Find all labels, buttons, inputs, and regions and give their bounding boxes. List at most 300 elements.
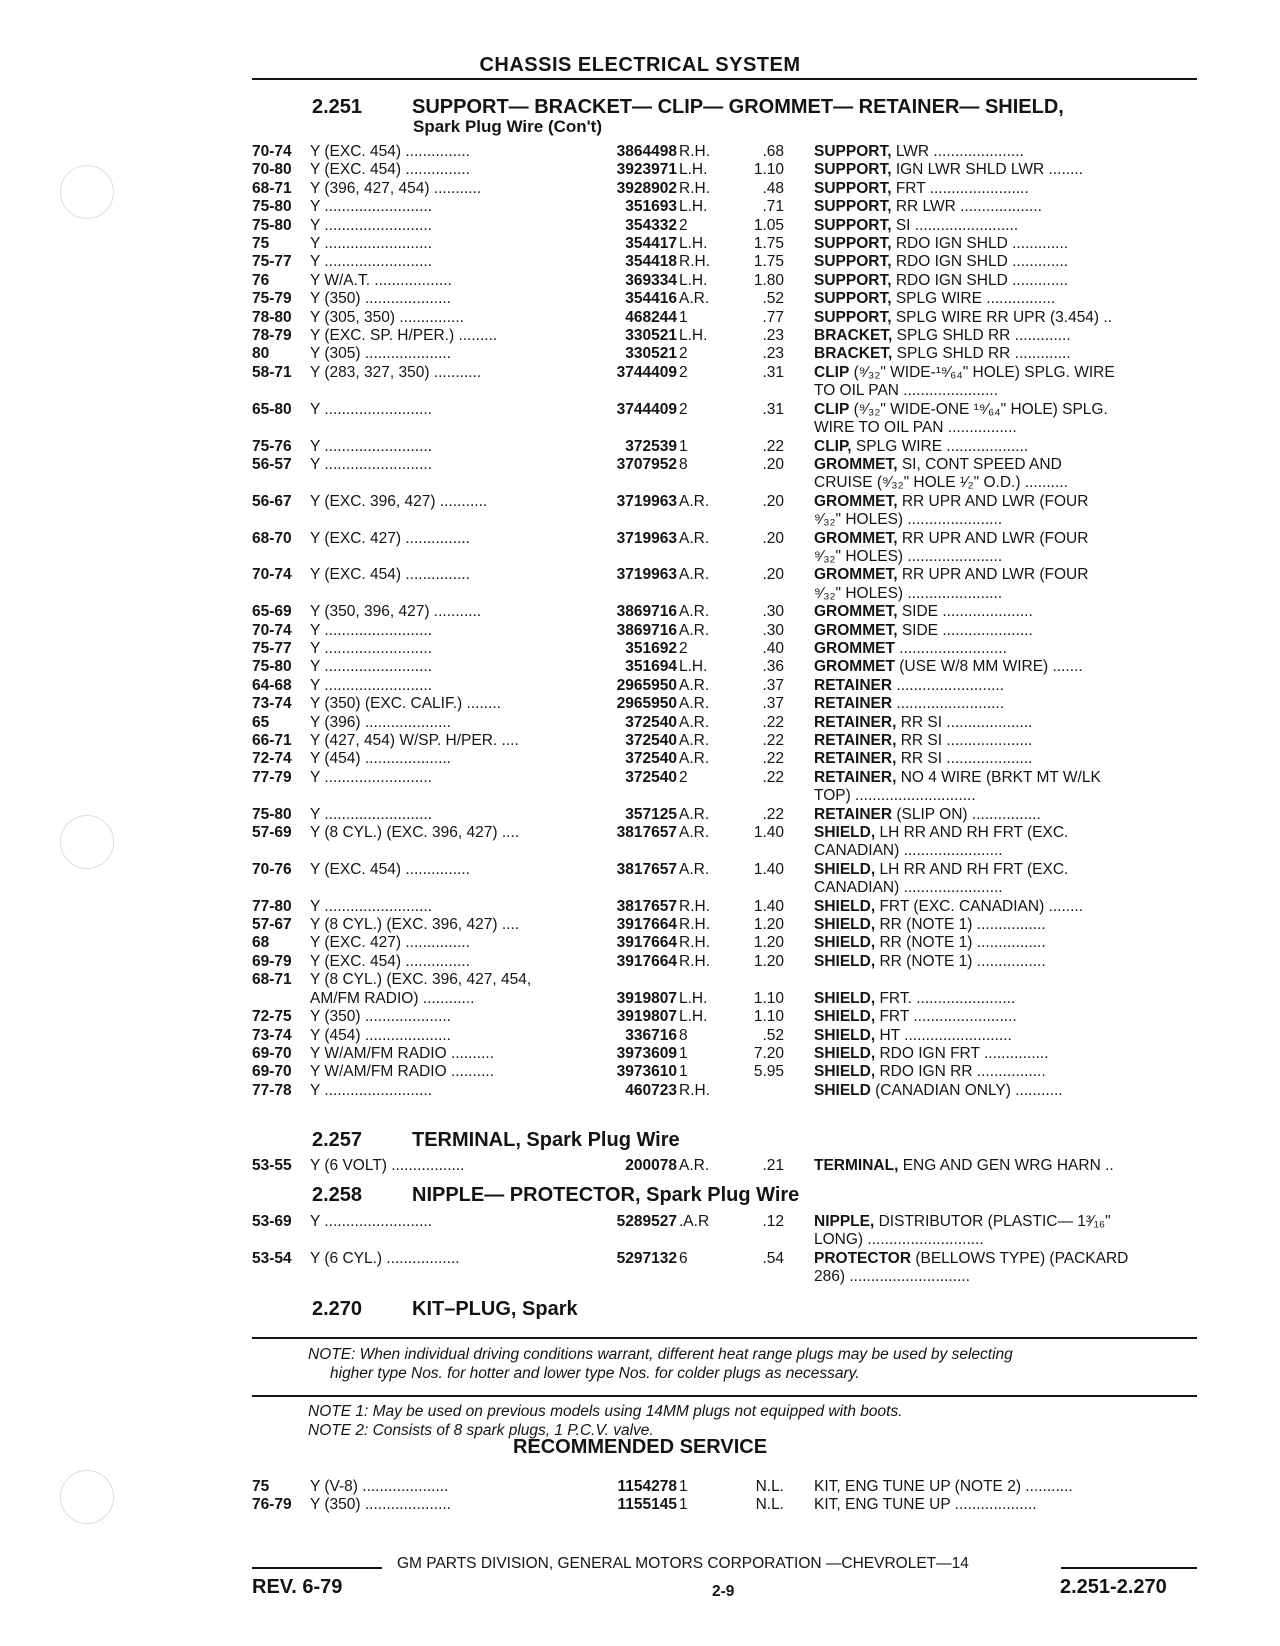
part-number: 372539 — [625, 437, 677, 455]
part-number: 3719963 — [616, 492, 677, 510]
quantity: A.R. — [679, 824, 710, 842]
model-years: 53-55 — [252, 1157, 292, 1174]
description-keyword: NIPPLE, — [814, 1213, 875, 1230]
description-text: RR UPR AND LWR (FOUR — [897, 529, 1089, 547]
part-number: 354332 — [625, 216, 677, 234]
part-number — [580, 382, 677, 400]
description — [784, 1157, 1192, 1175]
quantity: R.H. — [679, 1081, 710, 1099]
description — [784, 217, 1192, 235]
table-row — [252, 787, 1192, 805]
description-keyword: GROMMET, — [814, 529, 898, 547]
model-years: 72-75 — [252, 1008, 292, 1026]
description — [784, 198, 1192, 216]
part-number — [580, 474, 677, 492]
description-keyword: BRACKET, — [814, 345, 893, 363]
application: Y ......................... — [310, 676, 433, 694]
part-number: 3869716 — [616, 603, 677, 621]
table-row — [252, 1268, 1192, 1286]
price: .20 — [762, 492, 784, 510]
model-years: 75-76 — [252, 437, 292, 455]
description — [784, 861, 1192, 879]
application — [310, 787, 580, 805]
model-years: 70-80 — [252, 161, 292, 179]
application: Y ......................... — [310, 1081, 433, 1099]
quantity: L.H. — [679, 271, 708, 289]
description — [784, 511, 1192, 529]
part-number: 1154278 — [617, 1478, 677, 1495]
model-years — [252, 879, 310, 897]
application: Y (350) .................... — [310, 290, 451, 308]
quantity: A.R. — [679, 676, 710, 694]
price — [734, 1082, 784, 1100]
application: Y ......................... — [310, 768, 433, 786]
model-years: 56-57 — [252, 455, 292, 473]
description-keyword: SUPPORT, — [814, 253, 892, 271]
description — [784, 438, 1192, 456]
application — [310, 419, 580, 437]
quantity: 2 — [679, 639, 688, 657]
footer-revision: REV. 6-79 — [252, 1576, 343, 1598]
description — [784, 253, 1192, 271]
model-years: 66-71 — [252, 732, 292, 749]
model-years: 69-70 — [252, 1063, 292, 1081]
price: .31 — [762, 400, 784, 418]
table-row — [252, 806, 1192, 824]
model-years: 72-74 — [252, 750, 292, 768]
table-row — [252, 677, 1192, 695]
price — [734, 1231, 784, 1249]
price: .31 — [762, 363, 784, 381]
description-text: RR (NOTE 1) ................ — [875, 934, 1046, 952]
description — [784, 769, 1192, 787]
quantity: 2 — [679, 400, 688, 418]
application: Y (427, 454) W/SP. H/PER. .... — [310, 732, 519, 749]
part-number: 3919807 — [616, 1008, 677, 1026]
table-row — [252, 511, 1192, 529]
table-row — [252, 1496, 1192, 1514]
description-text: SPLG WIRE ................ — [891, 290, 1056, 308]
table-row — [252, 879, 1192, 897]
description-text: CANADIAN) ....................... — [814, 879, 1003, 897]
application: Y ......................... — [310, 805, 433, 823]
quantity: 2 — [679, 768, 688, 786]
table-row — [252, 235, 1192, 253]
description-text: KIT, ENG TUNE UP (NOTE 2) ........... — [814, 1478, 1073, 1495]
price — [734, 1268, 784, 1286]
description-text: TO OIL PAN ...................... — [814, 382, 999, 400]
application: Y ......................... — [310, 658, 433, 676]
quantity — [677, 1268, 734, 1286]
description-text: SI ........................ — [891, 216, 1019, 234]
part-number: 369334 — [625, 271, 677, 289]
model-years: 76-79 — [252, 1496, 292, 1514]
description — [784, 401, 1192, 419]
application: Y ......................... — [310, 1213, 433, 1230]
description — [784, 971, 1192, 989]
table-row — [252, 916, 1192, 934]
section-heading-2-270 — [312, 1298, 578, 1321]
quantity: L.H. — [679, 161, 708, 179]
price: .40 — [762, 639, 784, 657]
table-row — [252, 382, 1192, 400]
footer-section-range: 2.251-2.270 — [1060, 1576, 1167, 1598]
model-years: 56-67 — [252, 492, 292, 510]
description-keyword: GROMMET, — [814, 603, 898, 621]
part-number: 3707952 — [616, 455, 677, 473]
description-keyword: CLIP, — [814, 437, 852, 455]
quantity — [677, 548, 734, 566]
model-years: 57-67 — [252, 916, 292, 934]
description-text: SIDE ..................... — [897, 621, 1033, 639]
part-number — [580, 842, 677, 860]
part-number: 330521 — [625, 345, 677, 363]
application: Y (350) .................... — [310, 1008, 451, 1026]
price: .77 — [762, 308, 784, 326]
description — [784, 1008, 1192, 1026]
table-row — [252, 438, 1192, 456]
model-years: 70-74 — [252, 143, 292, 160]
model-years: 70-74 — [252, 566, 292, 584]
description — [784, 566, 1192, 584]
description — [784, 806, 1192, 824]
binder-hole-mark — [60, 1470, 114, 1524]
table-row — [252, 180, 1192, 198]
model-years — [252, 1268, 310, 1286]
part-number: 3973610 — [616, 1063, 677, 1081]
section-subtitle: Spark Plug Wire (Con't) — [413, 117, 603, 136]
description-keyword: PROTECTOR — [814, 1249, 912, 1267]
application: Y (EXC. SP. H/PER.) ......... — [310, 327, 498, 345]
description-text: ......................... — [892, 676, 1005, 694]
section-number: 2.257 — [312, 1129, 363, 1151]
description — [784, 750, 1192, 768]
price: 1.75 — [753, 253, 784, 271]
description — [784, 640, 1192, 658]
application — [310, 548, 580, 566]
description — [784, 953, 1192, 971]
part-number — [580, 511, 677, 529]
description-text: ⁹⁄₃₂" HOLES) ...................... — [814, 584, 1003, 602]
application: Y (EXC. 454) ............... — [310, 143, 470, 160]
quantity — [677, 382, 734, 400]
description-text: RDO IGN FRT ............... — [875, 1044, 1049, 1062]
table-row — [252, 603, 1192, 621]
quantity: A.R. — [679, 860, 710, 878]
parts-table-2-257 — [252, 1157, 1192, 1175]
application: Y (283, 327, 350) ........... — [310, 363, 482, 381]
recommended-service-table — [252, 1478, 1192, 1515]
application: Y (305, 350) ............... — [310, 308, 464, 326]
part-number: 1155145 — [617, 1496, 677, 1514]
price: .37 — [762, 676, 784, 694]
description-keyword: SHIELD, — [814, 897, 876, 915]
section-title: TERMINAL, Spark Plug Wire — [412, 1129, 680, 1151]
description-text: RR UPR AND LWR (FOUR — [897, 492, 1089, 510]
description-text: HT ......................... — [875, 1026, 1012, 1044]
description-text: WIRE TO OIL PAN ................ — [814, 419, 1017, 437]
description — [784, 1478, 1192, 1496]
table-row — [252, 161, 1192, 179]
quantity: 2 — [679, 363, 688, 381]
application: Y (EXC. 454) ............... — [310, 952, 470, 970]
application: Y ......................... — [310, 455, 433, 473]
application — [310, 1268, 580, 1286]
application: Y ......................... — [310, 400, 433, 418]
description-keyword: SUPPORT, — [814, 179, 892, 197]
table-row — [252, 971, 1192, 989]
part-number: 351694 — [625, 658, 677, 676]
description-text: (BELLOWS TYPE) (PACKARD — [911, 1249, 1129, 1267]
description — [784, 898, 1192, 916]
model-years: 75-80 — [252, 198, 292, 216]
section-title: NIPPLE— PROTECTOR, Spark Plug Wire — [412, 1184, 800, 1206]
quantity: A.R. — [679, 529, 710, 547]
table-row — [252, 1478, 1192, 1496]
description — [784, 824, 1192, 842]
model-years: 78-80 — [252, 308, 292, 326]
section-title: SUPPORT— BRACKET— CLIP— GROMMET— RETAINER— SHIELD, — [412, 96, 1064, 118]
description-keyword: SUPPORT, — [814, 308, 892, 326]
table-row — [252, 198, 1192, 216]
description — [784, 603, 1192, 621]
description — [784, 622, 1192, 640]
description-keyword: CLIP — [814, 400, 850, 418]
description-keyword: SHIELD, — [814, 934, 876, 952]
description-text: RR SI .................... — [896, 750, 1033, 768]
price: .23 — [762, 345, 784, 363]
description-text: (⁹⁄₃₂" WIDE-ONE ¹⁹⁄₆₄" HOLE) SPLG. — [849, 400, 1108, 418]
quantity: A.R. — [679, 566, 710, 584]
description — [784, 732, 1192, 750]
table-row — [252, 401, 1192, 419]
part-number: 372540 — [625, 732, 677, 749]
model-years: 65-80 — [252, 400, 292, 418]
description — [784, 1027, 1192, 1045]
description-text: KIT, ENG TUNE UP ................... — [814, 1496, 1037, 1514]
description-text: FRT. ....................... — [875, 989, 1016, 1007]
table-row — [252, 143, 1192, 161]
part-number: 5297132 — [616, 1249, 677, 1267]
quantity: 1 — [679, 437, 688, 455]
price — [734, 787, 784, 805]
description — [784, 530, 1192, 548]
model-years — [252, 585, 310, 603]
model-years: 75-80 — [252, 216, 292, 234]
price: 5.95 — [753, 1063, 784, 1081]
description-keyword: SHIELD, — [814, 989, 876, 1007]
price: .23 — [762, 327, 784, 345]
description-text: RR (NOTE 1) ................ — [875, 916, 1046, 934]
table-row — [252, 824, 1192, 842]
description — [784, 934, 1192, 952]
quantity: L.H. — [679, 1008, 708, 1026]
description-keyword: SHIELD, — [814, 1044, 876, 1062]
description — [784, 879, 1192, 897]
description — [784, 290, 1192, 308]
model-years: 68 — [252, 934, 270, 952]
quantity: A.R. — [679, 492, 710, 510]
application: Y (EXC. 427) ............... — [310, 529, 470, 547]
part-number: 3973609 — [616, 1044, 677, 1062]
price: .12 — [762, 1213, 784, 1230]
note-rule-top — [252, 1337, 1197, 1339]
price — [734, 971, 784, 989]
part-number: 2965950 — [616, 695, 677, 713]
description-keyword: GROMMET, — [814, 492, 898, 510]
section-heading-2-257 — [312, 1129, 680, 1152]
description-text: SI, CONT SPEED AND — [897, 455, 1062, 473]
table-row — [252, 290, 1192, 308]
quantity: R.H. — [679, 143, 710, 160]
price — [734, 842, 784, 860]
model-years: 80 — [252, 345, 270, 363]
quantity: A.R. — [679, 603, 710, 621]
description — [784, 456, 1192, 474]
part-number: 3917664 — [616, 916, 677, 934]
table-row — [252, 585, 1192, 603]
footer-publisher: GM PARTS DIVISION, GENERAL MOTORS CORPORATION —CHEVROLET—14 — [397, 1555, 969, 1572]
model-years — [252, 842, 310, 860]
quantity: 8 — [679, 455, 688, 473]
description-text: RDO IGN SHLD ............. — [891, 235, 1069, 253]
price — [734, 548, 784, 566]
part-number: 3917664 — [616, 952, 677, 970]
description-keyword: CLIP — [814, 363, 850, 381]
model-years: 75-77 — [252, 639, 292, 657]
application: AM/FM RADIO) ............ — [310, 989, 475, 1007]
price — [734, 511, 784, 529]
model-years — [252, 1231, 310, 1249]
recommended-service-heading: RECOMMENDED SERVICE — [512, 1436, 768, 1458]
description-keyword: SHIELD, — [814, 952, 876, 970]
description-text: ......................... — [892, 695, 1005, 713]
model-years — [252, 474, 310, 492]
model-years: 70-76 — [252, 860, 292, 878]
section-title: KIT–PLUG, Spark — [412, 1298, 578, 1320]
description — [784, 714, 1192, 732]
description-text: CANADIAN) ....................... — [814, 842, 1003, 860]
part-number — [580, 879, 677, 897]
description-keyword: SHIELD, — [814, 860, 876, 878]
price: .52 — [762, 290, 784, 308]
quantity: .A.R — [679, 1213, 710, 1230]
description-text: NO 4 WIRE (BRKT MT W/LK — [896, 768, 1101, 786]
table-row — [252, 456, 1192, 474]
description-keyword: SHIELD, — [814, 824, 876, 842]
title-rule — [252, 78, 1197, 80]
model-years: 53-54 — [252, 1249, 292, 1267]
price: .30 — [762, 621, 784, 639]
model-years: 73-74 — [252, 1026, 292, 1044]
note-heat-range-line2: higher type Nos. for hotter and lower type Nos. for colder plugs as necessary. — [330, 1365, 860, 1382]
model-years: 75-80 — [252, 805, 292, 823]
description-keyword: RETAINER, — [814, 750, 897, 768]
part-number — [580, 1268, 677, 1286]
quantity — [677, 511, 734, 529]
description-keyword: TERMINAL, — [814, 1157, 899, 1174]
section-heading-2-251 — [312, 96, 1064, 119]
part-number: 3917664 — [616, 934, 677, 952]
quantity: L.H. — [679, 235, 708, 253]
description-keyword: GROMMET — [814, 658, 895, 676]
model-years: 65-69 — [252, 603, 292, 621]
quantity: A.R. — [679, 1157, 710, 1174]
table-row — [252, 658, 1192, 676]
table-row — [252, 695, 1192, 713]
price: .22 — [762, 750, 784, 768]
table-row — [252, 1250, 1192, 1268]
part-number: 3817657 — [616, 824, 677, 842]
description-text: RR UPR AND LWR (FOUR — [897, 566, 1089, 584]
description-keyword: SUPPORT, — [814, 161, 892, 179]
section-number: 2.251 — [312, 96, 363, 118]
description — [784, 695, 1192, 713]
part-number — [580, 585, 677, 603]
application — [310, 879, 580, 897]
quantity — [677, 879, 734, 897]
price: .37 — [762, 695, 784, 713]
description-text: ⁹⁄₃₂" HOLES) ...................... — [814, 511, 1003, 529]
price: .52 — [762, 1026, 784, 1044]
application: Y (8 CYL.) (EXC. 396, 427) .... — [310, 824, 520, 842]
table-row — [252, 1063, 1192, 1081]
price: 1.20 — [753, 934, 784, 952]
quantity: R.H. — [679, 253, 710, 271]
part-number: 357125 — [625, 805, 677, 823]
binder-hole-mark — [60, 815, 114, 869]
description — [784, 1063, 1192, 1081]
note-rule-middle — [252, 1395, 1197, 1397]
description — [784, 1250, 1192, 1268]
table-row — [252, 530, 1192, 548]
part-number: 200078 — [625, 1157, 677, 1174]
table-row — [252, 714, 1192, 732]
description — [784, 309, 1192, 327]
description — [784, 1082, 1192, 1100]
description-text: RR SI .................... — [896, 713, 1033, 731]
quantity — [677, 971, 734, 989]
application: Y (V-8) .................... — [310, 1478, 449, 1495]
quantity: R.H. — [679, 952, 710, 970]
description-keyword: RETAINER — [814, 695, 893, 713]
price: .21 — [762, 1157, 784, 1174]
description-keyword: SHIELD, — [814, 1008, 876, 1026]
description-keyword: SUPPORT, — [814, 235, 892, 253]
description — [784, 1213, 1192, 1231]
description-keyword: GROMMET, — [814, 455, 898, 473]
model-years — [252, 787, 310, 805]
table-row — [252, 769, 1192, 787]
model-years: 69-79 — [252, 952, 292, 970]
part-number: 460723 — [625, 1081, 677, 1099]
quantity — [677, 842, 734, 860]
description-keyword: SUPPORT, — [814, 198, 892, 216]
application: Y (350) (EXC. CALIF.) ........ — [310, 695, 501, 713]
price: .71 — [762, 198, 784, 216]
table-row — [252, 861, 1192, 879]
description-text: LONG) ........................... — [814, 1231, 984, 1249]
table-row — [252, 898, 1192, 916]
part-number — [580, 548, 677, 566]
table-row — [252, 217, 1192, 235]
description-keyword: SUPPORT, — [814, 271, 892, 289]
description-text: ⁹⁄₃₂" HOLES) ...................... — [814, 547, 1003, 565]
part-number: 3869716 — [616, 621, 677, 639]
part-number: 351693 — [625, 198, 677, 216]
table-row — [252, 548, 1192, 566]
note-1: NOTE 1: May be used on previous models using 14MM plugs not equipped with boots. — [308, 1403, 903, 1420]
